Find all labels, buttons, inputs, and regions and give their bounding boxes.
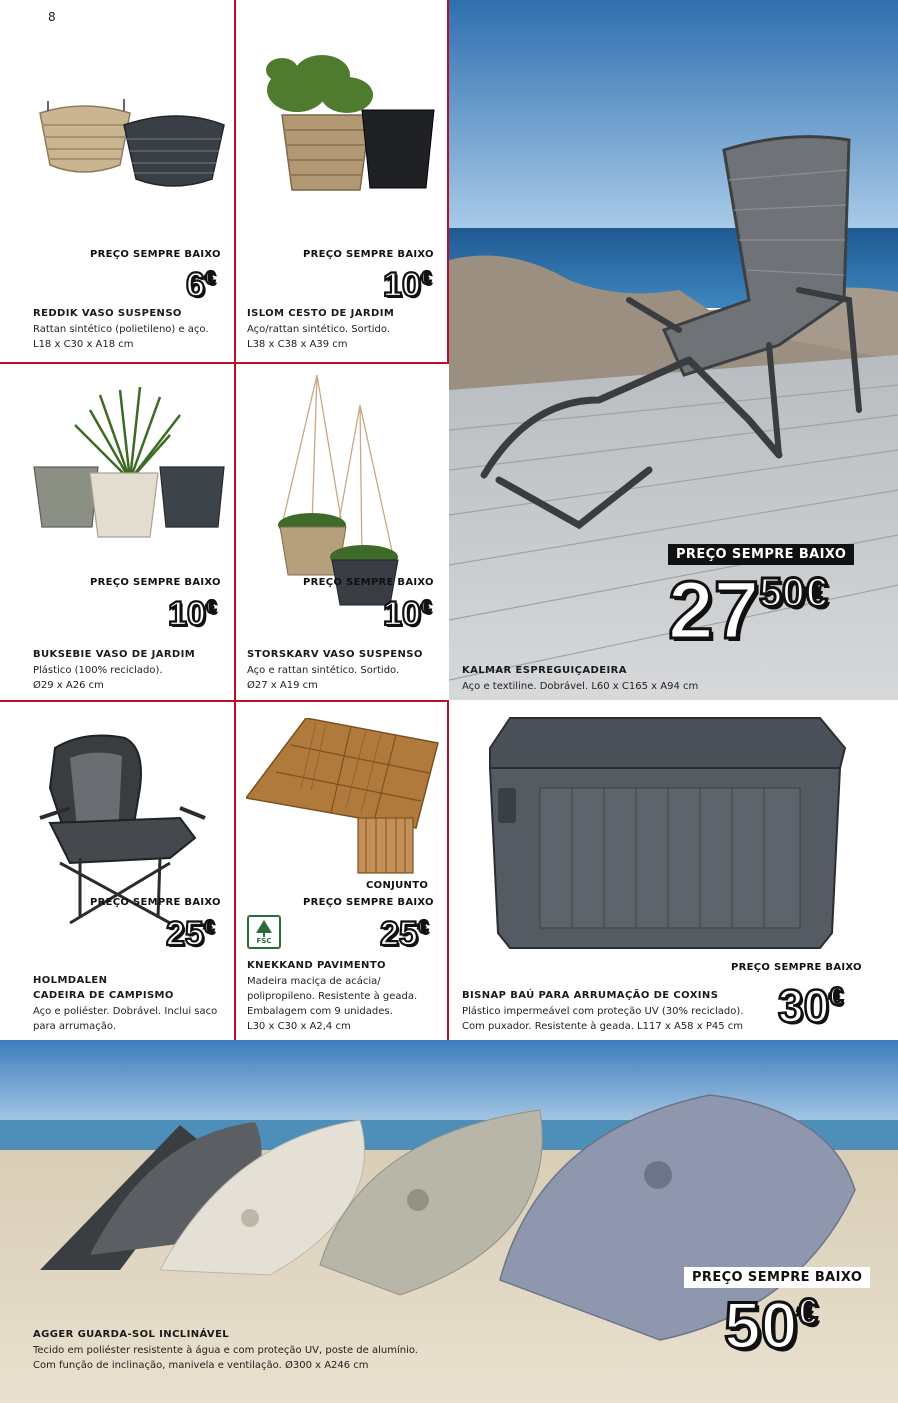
knekkand-price-value: 25 [380, 915, 418, 953]
storskarv-desc-line: Aço e rattan sintético. Sortido. [247, 665, 400, 676]
storskarv-price-label: PREÇO SEMPRE BAIXO [303, 577, 434, 588]
holmdalen-price [166, 917, 214, 951]
islom-name: ISLOM CESTO DE JARDIM [247, 308, 395, 319]
fsc-logo-text: FSC [256, 937, 272, 945]
islom-desc-line: Aço/rattan sintético. Sortido. [247, 324, 391, 335]
buksebie-price-label: PREÇO SEMPRE BAIXO [90, 577, 221, 588]
storskarv-desc-line: Ø27 x A19 cm [247, 680, 318, 691]
grid-divider [0, 362, 449, 364]
bisnap-price-value: 30 [778, 980, 830, 1032]
storskarv-name: STORSKARV VASO SUSPENSO [247, 649, 423, 660]
storskarv-price-value: 10 [383, 595, 421, 633]
agger-price-label: PREÇO SEMPRE BAIXO [684, 1267, 870, 1288]
agger-price-currency: € [797, 1291, 818, 1333]
islom-price-value: 10 [383, 266, 421, 304]
reddik-product-image [28, 95, 228, 195]
holmdalen-name-line: HOLMDALEN [33, 975, 108, 986]
tree-icon [249, 919, 279, 939]
grid-divider [447, 700, 449, 1040]
kalmar-price-label: PREÇO SEMPRE BAIXO [668, 544, 854, 565]
holmdalen-price-label: PREÇO SEMPRE BAIXO [90, 897, 221, 908]
knekkand-desc-line: Embalagem com 9 unidades. [247, 1006, 393, 1017]
buksebie-desc-line: Plástico (100% reciclado). [33, 665, 163, 676]
buksebie-price-currency: € [205, 596, 217, 618]
page-number: 8 [48, 10, 56, 24]
kalmar-price-cents: 50 [759, 569, 805, 616]
bisnap-price-currency: € [829, 982, 844, 1011]
reddik-desc-line: L18 x C30 x A18 cm [33, 339, 134, 350]
holmdalen-desc-line: Aço e poliéster. Dobrável. Inclui saco [33, 1006, 218, 1017]
reddik-price-currency: € [204, 267, 216, 289]
knekkand-price-label: PREÇO SEMPRE BAIXO [303, 897, 434, 908]
holmdalen-desc-line: para arrumação. [33, 1021, 117, 1032]
bisnap-name: BISNAP BAÚ PARA ARRUMAÇÃO DE COXINS [462, 990, 719, 1001]
buksebie-name: BUKSEBIE VASO DE JARDIM [33, 649, 196, 660]
buksebie-price-value: 10 [168, 595, 206, 633]
agger-desc-line: Com função de inclinação, manivela e ventilação. Ø300 x A246 cm [33, 1360, 369, 1371]
holmdalen-name-line: CADEIRA DE CAMPISMO [33, 990, 174, 1001]
knekkand-name: KNEKKAND PAVIMENTO [247, 960, 386, 971]
kalmar-price-currency: € [804, 569, 828, 616]
knekkand-set-label: CONJUNTO [366, 880, 429, 891]
buksebie-product-image [30, 385, 230, 545]
islom-price-currency: € [420, 267, 432, 289]
kalmar-price-value: 27 [668, 565, 760, 656]
bisnap-desc-line: Plástico impermeável com proteção UV (30% reciclado). [462, 1006, 744, 1017]
reddik-desc-line: Rattan sintético (polietileno) e aço. [33, 324, 209, 335]
agger-price [724, 1288, 818, 1362]
reddik-price-label: PREÇO SEMPRE BAIXO [90, 249, 221, 260]
agger-desc-line: Tecido em poliéster resistente à água e com proteção UV, poste de alumínio. [33, 1345, 418, 1356]
islom-desc-line: L38 x C38 x A39 cm [247, 339, 348, 350]
kalmar-desc-line: Aço e textiline. Dobrável. L60 x C165 x A94 cm [462, 681, 699, 692]
knekkand-desc-line: L30 x C30 x A2,4 cm [247, 1021, 351, 1032]
knekkand-desc-line: polipropileno. Resistente à geada. [247, 991, 418, 1002]
buksebie-price [168, 597, 216, 631]
knekkand-price-currency: € [417, 916, 429, 938]
storskarv-price [383, 597, 431, 631]
holmdalen-price-value: 25 [166, 915, 204, 953]
agger-name: AGGER GUARDA-SOL INCLINÁVEL [33, 1329, 230, 1340]
islom-price [383, 268, 431, 302]
fsc-logo [247, 915, 281, 949]
reddik-name: REDDIK VASO SUSPENSO [33, 308, 182, 319]
knekkand-desc-line: Madeira maciça de acácia/ [247, 976, 381, 987]
bisnap-desc-line: Com puxador. Resistente à geada. L117 x A58 x P45 cm [462, 1021, 743, 1032]
buksebie-desc-line: Ø29 x A26 cm [33, 680, 104, 691]
reddik-price [186, 268, 215, 302]
reddik-price-value: 6 [186, 266, 205, 304]
bisnap-price-label: PREÇO SEMPRE BAIXO [731, 962, 862, 973]
knekkand-tiles-image [246, 718, 441, 878]
storskarv-product-image [272, 375, 412, 610]
bisnap-storage-box-image [480, 708, 850, 953]
knekkand-price [380, 917, 428, 951]
storskarv-price-currency: € [420, 596, 432, 618]
kalmar-name: KALMAR ESPREGUIÇADEIRA [462, 665, 627, 676]
holmdalen-price-currency: € [203, 916, 215, 938]
grid-divider [234, 0, 236, 1040]
grid-divider [0, 700, 449, 702]
islom-price-label: PREÇO SEMPRE BAIXO [303, 249, 434, 260]
islom-product-image [252, 40, 442, 195]
agger-price-value: 50 [724, 1288, 798, 1362]
kalmar-price [668, 565, 828, 656]
bisnap-price [778, 980, 844, 1032]
